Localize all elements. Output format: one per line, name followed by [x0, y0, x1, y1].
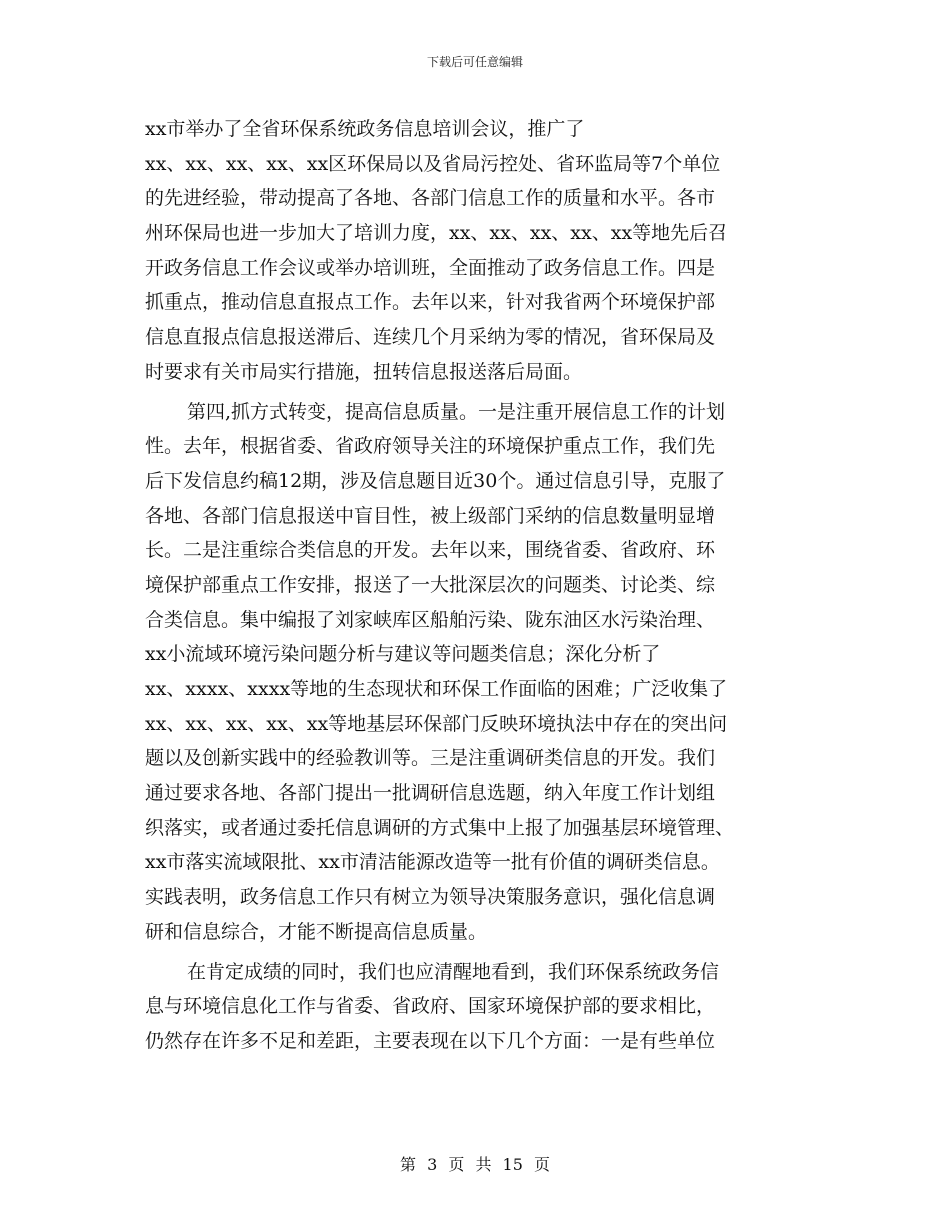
text-line: 州环保局也进一步加大了培训力度，xx、xx、xx、xx、xx等地先后召 [145, 222, 728, 245]
text-line: 各地、各部门信息报送中盲目性，被上级部门采纳的信息数量明显增 [145, 504, 716, 527]
page-footer: 第 3 页 共 15 页 [400, 1155, 550, 1174]
text-line: xx小流域环境污染问题分析与建议等问题类信息；深化分析了 [145, 643, 661, 666]
text-line: 在肯定成绩的同时，我们也应清醒地看到，我们环保系统政务信 [187, 960, 720, 983]
text-line: 第四,抓方式转变，提高信息质量。一是注重开展信息工作的计划 [187, 400, 726, 423]
text-line: xx、xxxx、xxxx等地的生态现状和环保工作面临的困难；广泛收集了 [145, 678, 728, 700]
text-line: 抓重点，推动信息直报点工作。去年以来，针对我省两个环境保护部 [145, 291, 716, 314]
text-line: 的先进经验，带动提高了各地、各部门信息工作的质量和水平。各市 [145, 187, 716, 210]
text-line: 合类信息。集中编报了刘家峡库区船舶污染、陇东油区水污染治理、 [145, 608, 716, 631]
text-line: xx、xx、xx、xx、xx等地基层环保部门反映环境执法中存在的突出问 [145, 712, 728, 735]
text-line: 性。去年，根据省委、省政府领导关注的环境保护重点工作，我们先 [145, 435, 716, 458]
text-line: xx市落实流域限批、xx市清洁能源改造等一批有价值的调研类信息。 [145, 851, 720, 874]
text-line: 开政务信息工作会议或举办培训班，全面推动了政务信息工作。四是 [145, 256, 716, 279]
document-body [145, 112, 810, 1059]
text-line: 实践表明，政务信息工作只有树立为领导决策服务意识，强化信息调 [145, 886, 716, 909]
page-header: 下载后可任意编辑 [426, 55, 523, 69]
text-line: xx市举办了全省环保系统政务信息培训会议，推广了 [145, 118, 585, 140]
text-line: xx、xx、xx、xx、xx区环保局以及省局污控处、省环监局等7个单位 [145, 152, 721, 175]
text-line: 境保护部重点工作安排，报送了一大批深层次的问题类、讨论类、综 [145, 573, 716, 596]
text-line: 息与环境信息化工作与省委、省政府、国家环境保护部的要求相比， [145, 995, 716, 1018]
text-line: 后下发信息约稿12期，涉及信息题目近30个。通过信息引导，克服了 [145, 469, 726, 492]
text-line: 信息直报点信息报送滞后、连续几个月采纳为零的情况，省环保局及 [145, 326, 716, 349]
text-line: 通过要求各地、各部门提出一批调研信息选题，纳入年度工作计划组 [145, 782, 716, 805]
text-line: 时要求有关市局实行措施，扭转信息报送落后局面。 [145, 360, 583, 383]
text-line: 题以及创新实践中的经验教训等。三是注重调研类信息的开发。我们 [145, 747, 716, 770]
text-line: 长。二是注重综合类信息的开发。去年以来，围绕省委、省政府、环 [145, 539, 716, 562]
text-line: 仍然存在许多不足和差距，主要表现在以下几个方面：一是有些单位 [145, 1029, 716, 1052]
text-line: 织落实，或者通过委托信息调研的方式集中上报了加强基层环境管理、 [145, 816, 735, 839]
text-line: 研和信息综合，才能不断提高信息质量。 [145, 920, 488, 943]
